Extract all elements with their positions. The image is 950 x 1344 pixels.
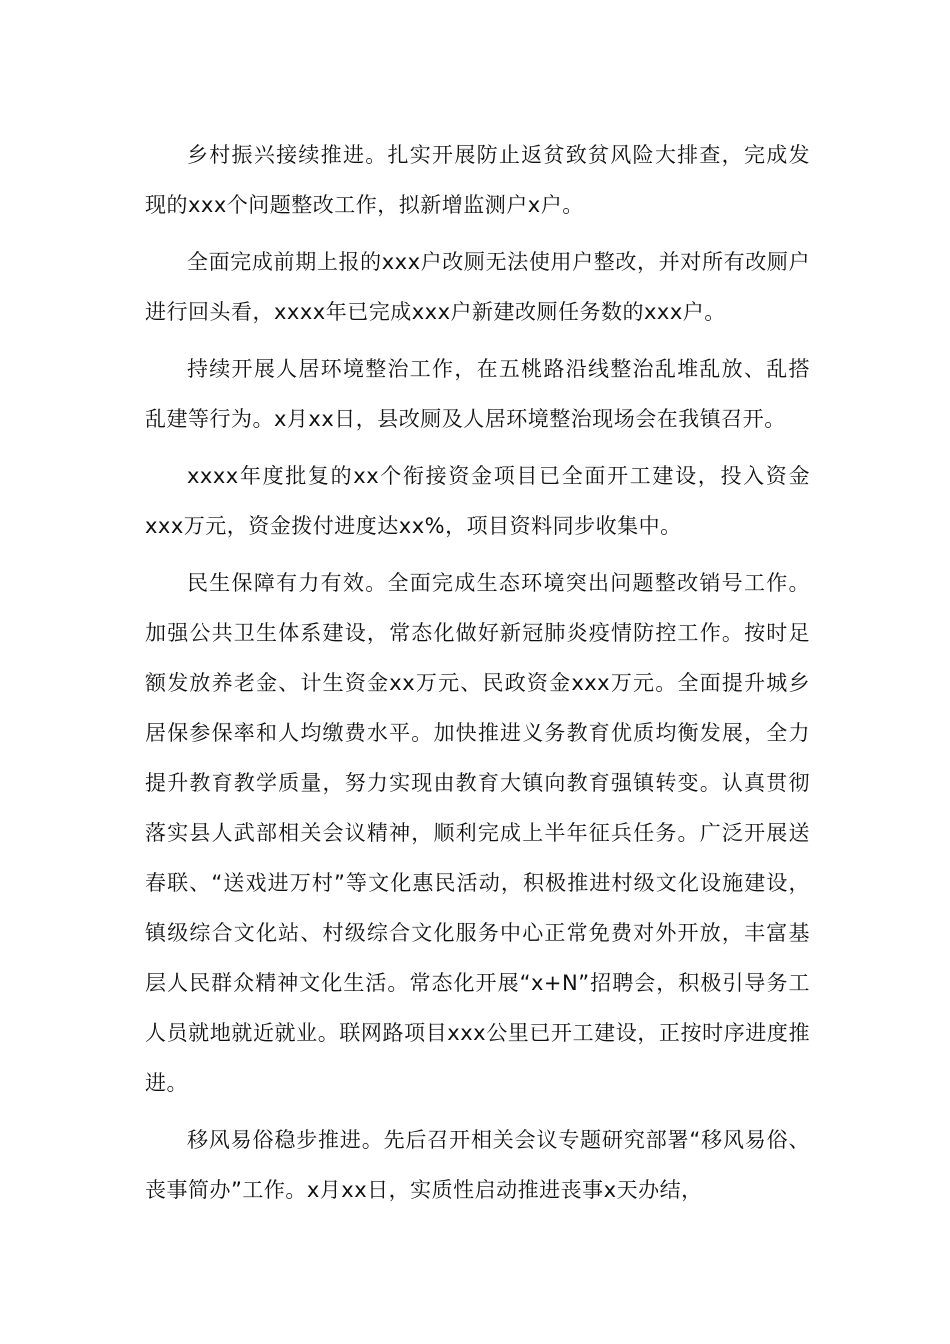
paragraph-rural-revitalization: 乡村振兴接续推进。扎实开展防止返贫致贫风险大排查，完成发现的xxx个问题整改工作，拟新增监测户x户。 [145,143,810,217]
paragraph-toilet-renovation: 全面完成前期上报的xxx户改厕无法使用户整改，并对所有改厕户进行回头看，xxxx年已完成xxx户新建改厕任务数的xxx户。 [145,250,810,324]
paragraph-livelihood-security: 民生保障有力有效。全面完成生态环境突出问题整改销号工作。加强公共卫生体系建设，常态化做好新冠肺炎疫情防控工作。按时足额发放养老金、计生资金xx万元、民政资金xxx万元。全面提升城乡居保参保率和人均缴费水平。加快推进义务教育优质均衡发展，全力提升教育教学质量，努力实现由教育大镇向教育强镇转变。认真贯彻落实县人武部相关会议精神，顺利完成上半年征兵任务。广泛开展送春联、“送戏进万村”等文化惠民活动，积极推进村级文化设施建设，镇级综合文化站、村级综合文化服务中心正常免费对外开放，丰富基层人民群众精神文化生活。常态化开展“x+N”招聘会，积极引导务工人员就地就近就业。联网路项目xxx公里已开工建设，正按时序进度推进。 [145,571,810,1095]
paragraph-custom-reform: 移风易俗稳步推进。先后召开相关会议专题研究部署“移风易俗、丧事简办”工作。x月xx日，实质性启动推进丧事x天办结， [145,1128,810,1202]
document-body [145,130,810,1222]
paragraph-funding-projects: xxxx年度批复的xx个衔接资金项目已全面开工建设，投入资金xxx万元，资金拨付进度达xx%，项目资料同步收集中。 [145,464,810,538]
paragraph-living-environment: 持续开展人居环境整治工作，在五桃路沿线整治乱堆乱放、乱搭乱建等行为。x月xx日，县改厕及人居环境整治现场会在我镇召开。 [145,357,810,431]
